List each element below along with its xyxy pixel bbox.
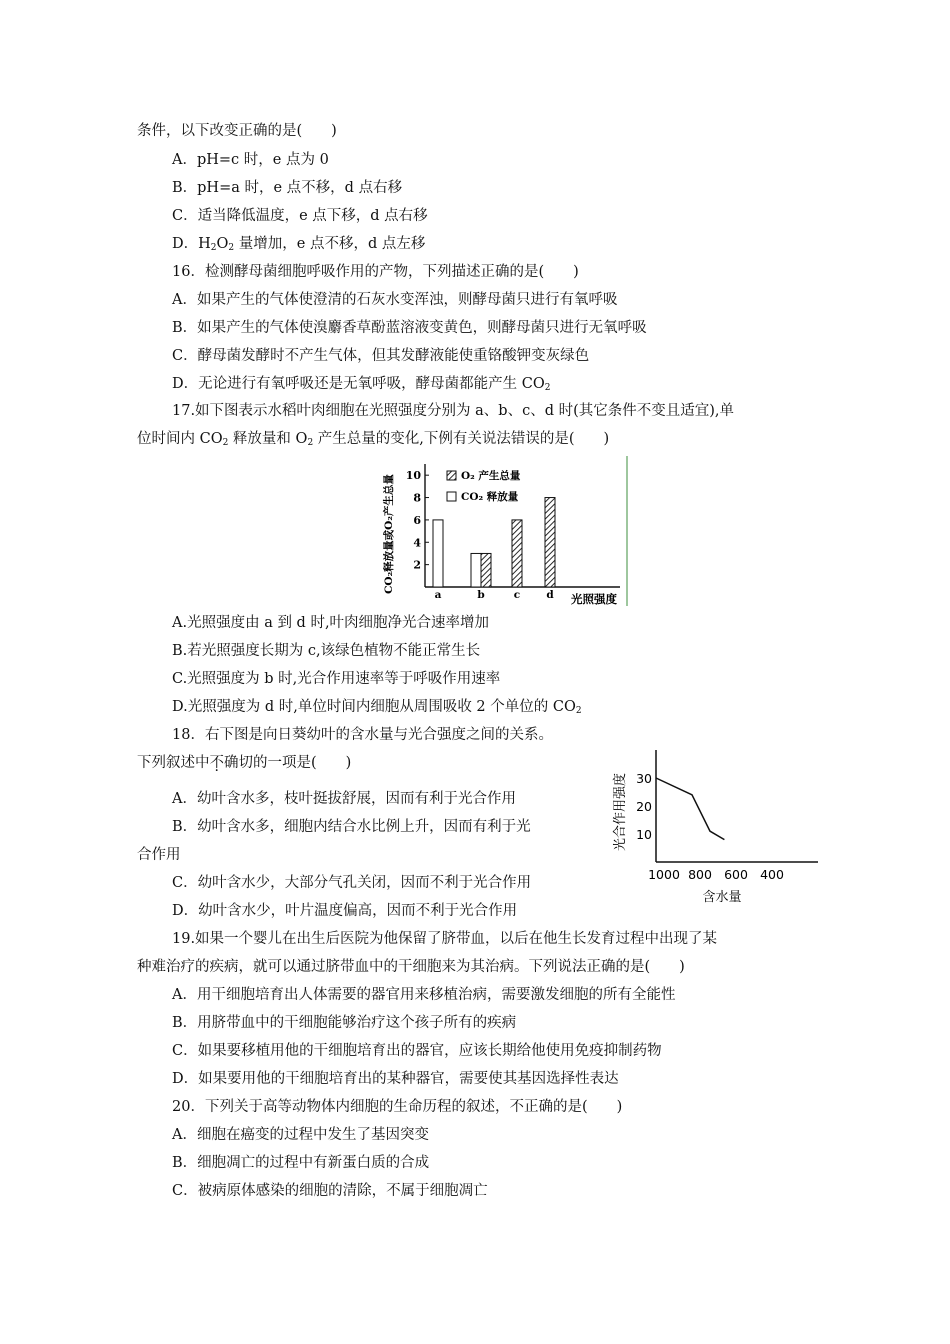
q19-stem-line1: 19.如果一个婴儿在出生后医院为他保留了脐带血，以后在他生长发育过程中出现了某 [172, 931, 718, 947]
q20-option-a: A．细胞在癌变的过程中发生了基因突变 [172, 1127, 429, 1143]
q16-option-c: C．酵母菌发酵时不产生气体，但其发酵液能使重铬酸钾变灰绿色 [172, 348, 590, 364]
y-tick-label: 10 [636, 827, 652, 842]
q18-stem-line1: 18．右下图是向日葵幼叶的含水量与光合强度之间的关系。 [172, 727, 553, 743]
legend-co2-swatch [447, 492, 456, 501]
y-tick-label: 4 [413, 536, 421, 550]
q19-option-a: A．用干细胞培育出人体需要的器官用来移植治病，需要激发细胞的所有全能性 [172, 987, 676, 1003]
series-line [656, 778, 724, 840]
q15-stem-continuation: 条件，以下改变正确的是( ) [137, 123, 337, 139]
q19-option-c: C．如果要移植用他的干细胞培育出的器官，应该长期给他使用免疫抑制药物 [172, 1043, 662, 1059]
q16-option-d: D．无论进行有氧呼吸还是无氧呼吸，酵母菌都能产生 $CO_2$ [172, 376, 551, 393]
legend-o2-swatch [447, 471, 456, 480]
q18-option-b-line2: 合作用 [137, 847, 181, 863]
q18-option-b-line1: B．幼叶含水多，细胞内结合水比例上升，因而有利于光 [172, 819, 531, 835]
q15-option-d: D．$H_2O_2$ 量增加，e 点不移，d 点左移 [172, 236, 426, 253]
q16-stem: 16．检测酵母菌细胞呼吸作用的产物，下列描述正确的是( ) [172, 264, 579, 280]
q18-option-c: C．幼叶含水少，大部分气孔关闭，因而不利于光合作用 [172, 875, 532, 891]
bar-co2 [471, 553, 481, 587]
x-tick-label: 1000 [648, 867, 680, 882]
y-tick-label: 6 [413, 513, 421, 527]
q17-option-b: B.若光照强度长期为 c,该绿色植物不能正常生长 [172, 643, 481, 659]
x-tick-label: 400 [760, 867, 784, 882]
q17-stem-line1: 17.如下图表示水稻叶肉细胞在光照强度分别为 a、b、c、d 时(其它条件不变且适宜),单 [172, 403, 735, 419]
y-tick-label: 20 [636, 799, 652, 814]
x-tick-label: d [546, 589, 554, 601]
q15-option-c: C．适当降低温度，e 点下移，d 点右移 [172, 208, 428, 224]
y-axis-label: 光合作用强度 [613, 772, 628, 852]
x-tick-label: 800 [688, 867, 712, 882]
q20-option-c: C．被病原体感染的细胞的清除，不属于细胞凋亡 [172, 1183, 488, 1199]
x-tick-label: a [434, 589, 442, 601]
q17-option-a: A.光照强度由 a 到 d 时,叶肉细胞净光合速率增加 [172, 615, 490, 631]
bar-chart-figure [370, 456, 632, 608]
y-axis-label: CO₂释放量或O₂产生总量 [383, 474, 395, 594]
line-chart-svg [608, 746, 822, 908]
q15-option-b: B．pH=a 时，e 点不移，d 点右移 [172, 180, 403, 196]
emphasis-dot-char: 不 [209, 755, 224, 771]
x-tick-label: b [477, 589, 485, 601]
q17-option-d: D.光照强度为 d 时,单位时间内细胞从周围吸收 2 个单位的 $CO_2$ [172, 699, 582, 716]
bar-o2 [545, 498, 555, 587]
bar-chart-svg [370, 456, 632, 608]
legend-o2-label: O₂ 产生总量 [461, 470, 521, 482]
bar-o2 [512, 520, 522, 587]
y-tick-label: 30 [636, 771, 652, 786]
q18-option-d: D．幼叶含水少，叶片温度偏高，因而不利于光合作用 [172, 903, 518, 919]
q16-option-b: B．如果产生的气体使溴麝香草酚蓝溶液变黄色，则酵母菌只进行无氧呼吸 [172, 320, 647, 336]
x-axis-label: 含水量 [702, 890, 742, 905]
x-tick-label: c [513, 589, 521, 601]
q19-option-b: B．用脐带血中的干细胞能够治疗这个孩子所有的疾病 [172, 1015, 517, 1031]
q20-option-b: B．细胞凋亡的过程中有新蛋白质的合成 [172, 1155, 430, 1171]
q17-option-c: C.光照强度为 b 时,光合作用速率等于呼吸作用速率 [172, 671, 501, 687]
q19-option-d: D．如果要用他的干细胞培育出的某种器官，需要使其基因选择性表达 [172, 1071, 619, 1087]
q17-stem-line2: 位时间内 $CO_2$ 释放量和 $O_2$ 产生总量的变化,下例有关说法错误的是( ) [137, 431, 610, 448]
y-tick-label: 10 [405, 469, 421, 483]
x-axis-label: 光照强度 [571, 592, 617, 606]
bar-co2 [433, 520, 443, 587]
q18-stem-line2: 下列叙述中不确切的一项是( ) [137, 755, 352, 771]
q19-stem-line2: 种难治疗的疾病，就可以通过脐带血中的干细胞来为其治病。下列说法正确的是( ) [137, 959, 685, 975]
q20-stem: 20．下列关于高等动物体内细胞的生命历程的叙述，不正确的是( ) [172, 1099, 623, 1115]
line-chart-figure [608, 746, 822, 908]
q18-option-a: A．幼叶含水多，枝叶挺拔舒展，因而有利于光合作用 [172, 791, 516, 807]
q16-option-a: A．如果产生的气体使澄清的石灰水变浑浊，则酵母菌只进行有氧呼吸 [172, 292, 618, 308]
bar-o2 [481, 553, 491, 587]
legend-co2-label: CO₂ 释放量 [461, 491, 519, 503]
y-tick-label: 8 [413, 491, 421, 505]
x-tick-label: 600 [724, 867, 748, 882]
y-tick-label: 2 [413, 558, 421, 572]
q15-option-a: A．pH=c 时，e 点为 0 [172, 152, 329, 168]
